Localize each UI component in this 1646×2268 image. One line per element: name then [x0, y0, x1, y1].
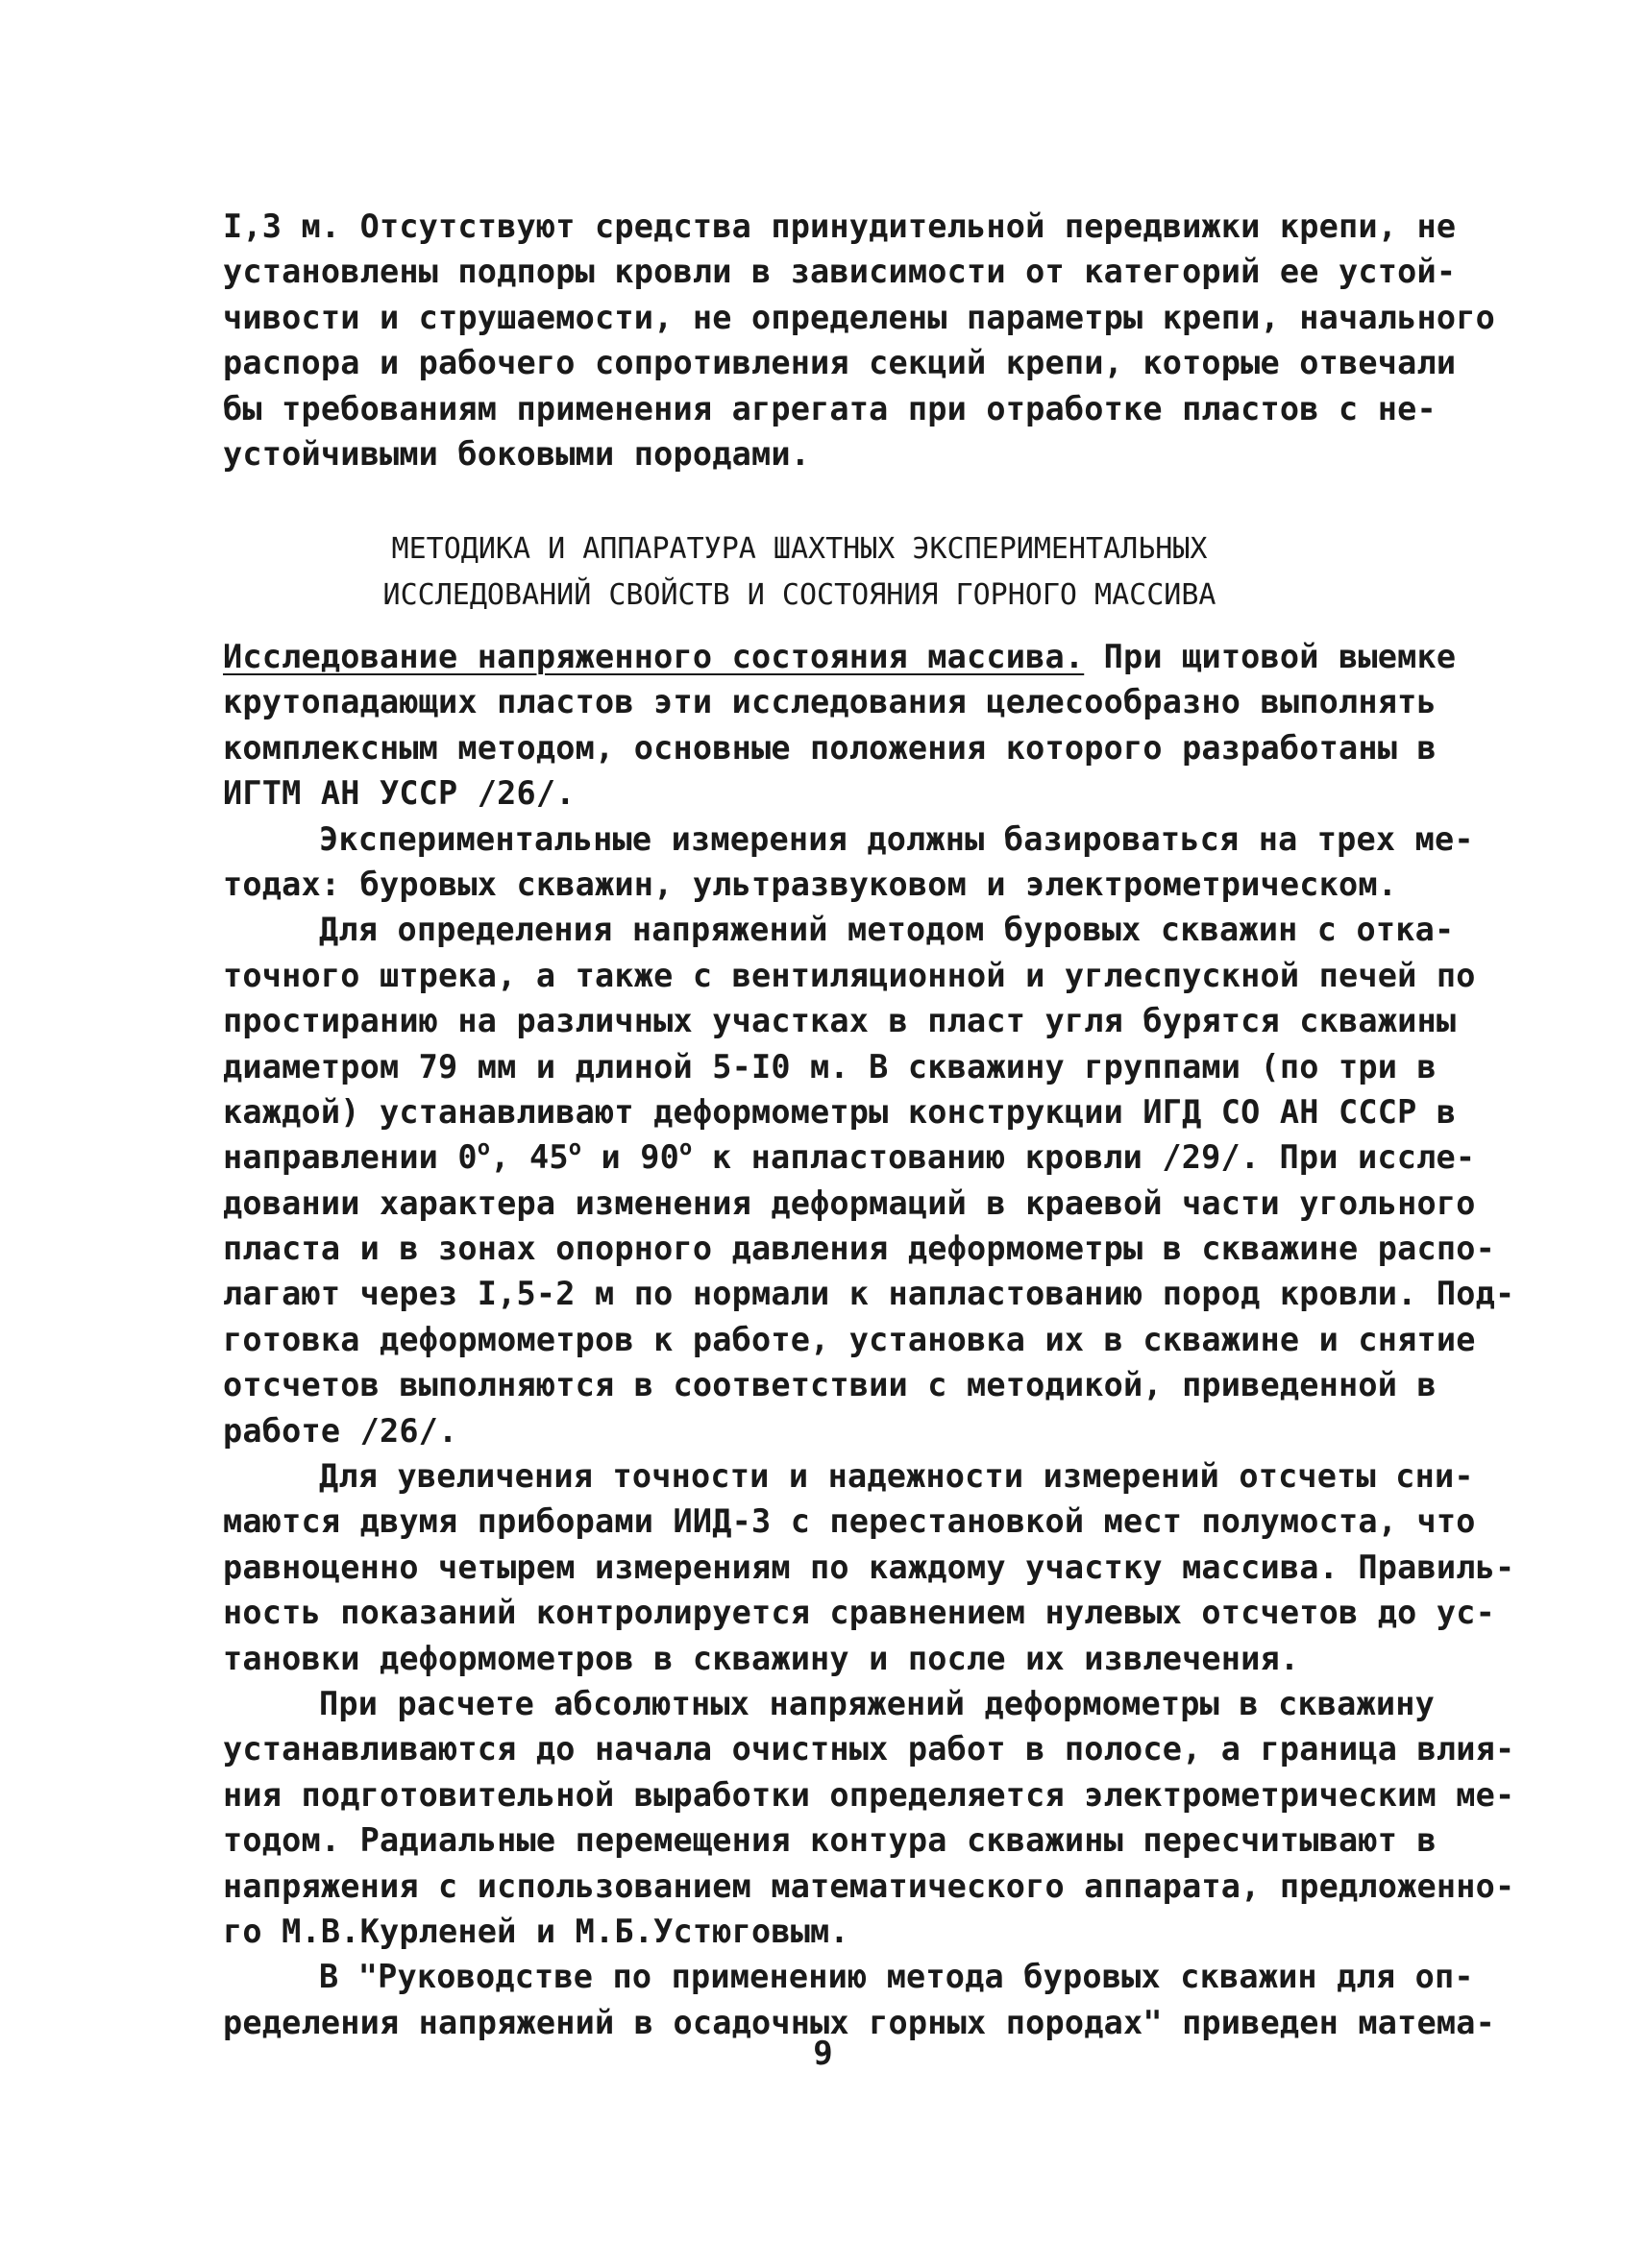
text-fragment: , 45 [490, 1138, 569, 1177]
section-heading [223, 526, 1376, 619]
text-line: устанавливаются до начала очистных работ в полосе, а граница влия- [223, 1730, 1515, 1768]
text-line: равноценно четырем измерениям по каждому участку массива. Правиль- [223, 1548, 1515, 1586]
degree-sup: о [477, 1136, 491, 1161]
text-line: установлены подпоры кровли в зависимости от категорий ее устой- [223, 253, 1457, 291]
text-line: ность показаний контролируется сравнением нулевых отсчетов до ус- [223, 1594, 1495, 1632]
text-line: лагают через І,5-2 м по нормали к напластованию пород кровли. Под- [223, 1275, 1515, 1313]
text-line: тодом. Радиальные перемещения контура скважины пересчитывают в [223, 1821, 1437, 1860]
text-line: В "Руководстве по применению метода буровых скважин для оп- [319, 1958, 1474, 1996]
text-fragment: к напластованию кровли /29/. При иссле- [692, 1138, 1476, 1177]
text-line: При расчете абсолютных напряжений деформометры в скважину [319, 1684, 1436, 1722]
text-line: довании характера изменения деформаций в краевой части угольного [223, 1183, 1476, 1222]
text-line: распора и рабочего сопротивления секций крепи, которые отвечали [223, 344, 1457, 382]
text-line: каждой) устанавливают деформометры конструкции ИГД СО АН СССР в [223, 1092, 1457, 1131]
heading-line: ИССЛЕДОВАНИЙ СВОЙСТВ И СОСТОЯНИЯ ГОРНОГО МАССИВА [382, 578, 1216, 612]
body-text [223, 634, 1515, 2045]
text-line: тановки деформометров в скважину и после их извлечения. [223, 1639, 1300, 1677]
text-fragment: направлении 0 [223, 1138, 478, 1177]
text-line: устойчивыми боковыми породами. [223, 434, 811, 473]
page-number: 9 [813, 2035, 833, 2073]
text-line: точного штрека, а также с вентиляционной и углеспускной печей по [223, 956, 1476, 994]
text-line: работе /26/. [223, 1411, 458, 1450]
text-line [223, 1134, 1476, 1180]
text-line: Экспериментальные измерения должны базироваться на трех ме- [319, 819, 1474, 858]
text-line: ределения напряжений в осадочных горных породах" приведен матема- [223, 2003, 1495, 2041]
subsection-title: Исследование напряженного состояния массива. [223, 638, 1085, 675]
text-line [223, 634, 1472, 679]
text-line: Для определения напряжений методом буровых скважин с отка- [319, 911, 1455, 949]
text-line: тодах: буровых скважин, ультразвуковом и электрометрическом. [223, 865, 1398, 903]
degree-sup: о [568, 1136, 582, 1161]
degree-sup: о [679, 1136, 693, 1161]
text-line: диаметром 79 мм и длиной 5-І0 м. В скважину группами (по три в [223, 1047, 1437, 1085]
text-line: бы требованиям применения агрегата при отработке пластов с не- [223, 389, 1437, 427]
text-line: комплексным методом, основные положения которого разработаны в [223, 728, 1437, 767]
text-line: готовка деформометров к работе, установка их в скважине и снятие [223, 1320, 1476, 1358]
text-line: отсчетов выполняются в соответствии с методикой, приведенной в [223, 1366, 1437, 1404]
text-line: ИГТМ АН УССР /26/. [223, 774, 576, 813]
paragraph-top [223, 204, 1495, 476]
text-line: чивости и струшаемости, не определены параметры крепи, начального [223, 298, 1495, 336]
text-line: Для увеличения точности и надежности измерений отсчеты сни- [319, 1457, 1474, 1496]
heading-line: МЕТОДИКА И АППАРАТУРА ШАХТНЫХ ЭКСПЕРИМЕНТАЛЬНЫХ [391, 532, 1208, 566]
text-line: крутопадающих пластов эти исследования целесообразно выполнять [223, 683, 1437, 721]
text-fragment: и 90 [581, 1138, 680, 1177]
text-line: маются двумя приборами ИИД-3 с перестановкой мест полумоста, что [223, 1502, 1476, 1541]
text-line: простиранию на различных участках в пласт угля бурятся скважины [223, 1002, 1457, 1040]
text-line: І,3 м. Отсутствуют средства принудительной передвижки крепи, не [223, 207, 1457, 245]
text-line: го М.В.Курленей и М.Б.Устюговым. [223, 1912, 849, 1950]
text-line: пласта и в зонах опорного давления деформометры в скважине распо- [223, 1230, 1495, 1268]
text-line: ния подготовительной выработки определяется электрометрическим ме- [223, 1775, 1515, 1814]
text-fragment: При щитовой выемке [1084, 638, 1457, 675]
text-line: напряжения с использованием математического аппарата, предложенно- [223, 1866, 1515, 1905]
